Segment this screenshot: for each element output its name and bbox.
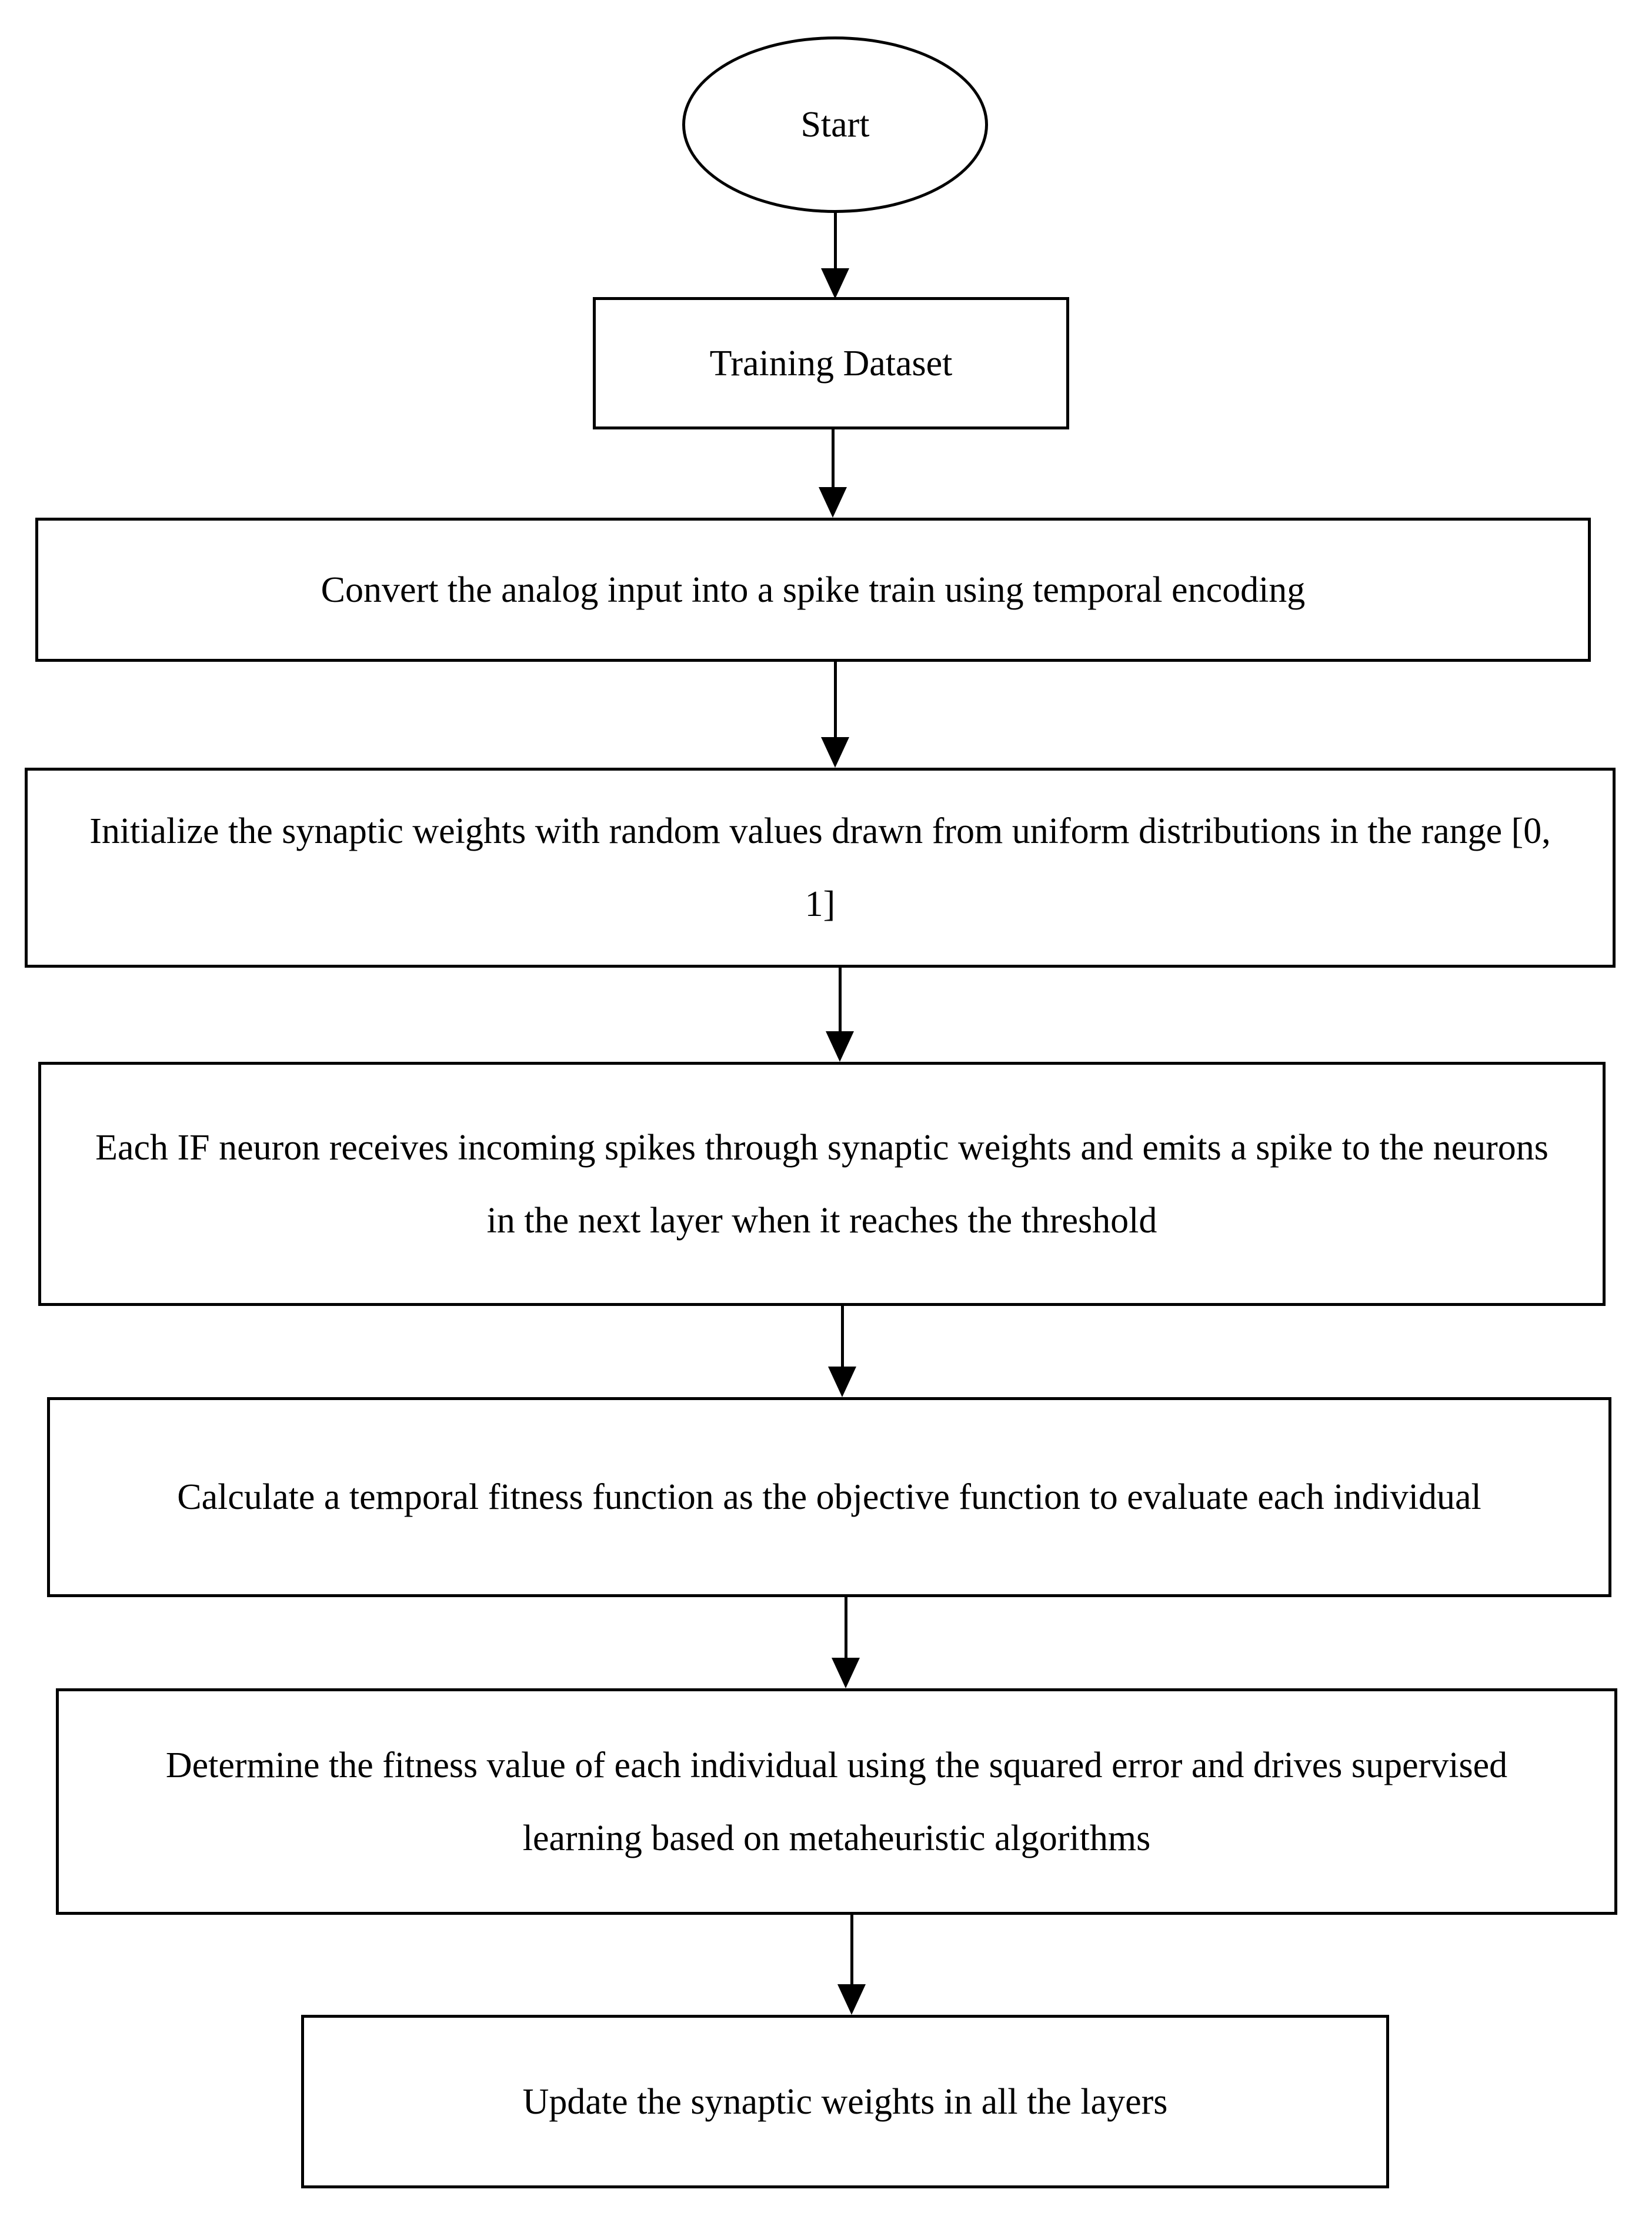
node-training-dataset	[593, 297, 1069, 429]
arrow-line	[839, 967, 842, 1031]
node-initialize-weights	[25, 768, 1616, 968]
node-temporal-encoding-label: Convert the analog input into a spike train using temporal encoding	[321, 569, 1306, 610]
node-temporal-encoding	[35, 518, 1591, 662]
arrow-head-icon	[819, 487, 847, 518]
node-training-dataset-label: Training Dataset	[709, 343, 953, 384]
node-temporal-fitness-function	[47, 1397, 1611, 1597]
arrow-head-icon	[826, 1031, 854, 1062]
node-initialize-weights-label: Initialize the synaptic weights with random values drawn from uniform distributions in the range [0, 1]	[89, 811, 1551, 924]
arrow-fitness-value-to-update-weights	[837, 1914, 866, 2015]
arrow-line	[841, 1305, 844, 1367]
arrow-head-icon	[828, 1367, 856, 1397]
node-update-weights-label: Update the synaptic weights in all the layers	[522, 2081, 1168, 2122]
arrow-start-to-training-dataset	[821, 212, 849, 299]
arrow-head-icon	[821, 268, 849, 299]
arrow-line	[850, 1914, 853, 1984]
arrow-training-dataset-to-temporal-encoding	[819, 428, 847, 518]
node-if-neuron-spiking	[38, 1062, 1606, 1306]
node-fitness-value-label: Determine the fitness value of each individual using the squared error and drives supervised learning based on metaheuristic algorithms	[165, 1745, 1508, 1858]
node-start	[682, 36, 988, 213]
node-update-weights	[301, 2015, 1389, 2188]
arrow-initialize-weights-to-if-neuron	[826, 967, 854, 1062]
arrow-line	[845, 1596, 847, 1658]
arrow-head-icon	[837, 1984, 866, 2015]
arrow-head-icon	[821, 737, 849, 768]
arrow-line	[834, 212, 837, 268]
arrow-line	[834, 661, 837, 737]
arrow-head-icon	[832, 1658, 860, 1688]
node-start-label: Start	[800, 105, 870, 145]
node-temporal-fitness-function-label: Calculate a temporal fitness function as the objective function to evaluate each individual	[177, 1477, 1481, 1517]
arrow-temporal-fitness-to-fitness-value	[832, 1596, 860, 1688]
node-if-neuron-spiking-label: Each IF neuron receives incoming spikes through synaptic weights and emits a spike to the neurons in the next layer when it reaches the threshold	[95, 1127, 1548, 1241]
arrow-line	[832, 428, 835, 487]
arrow-if-neuron-to-temporal-fitness	[828, 1305, 856, 1397]
arrow-temporal-encoding-to-initialize-weights	[821, 661, 849, 768]
node-fitness-value	[56, 1688, 1617, 1915]
